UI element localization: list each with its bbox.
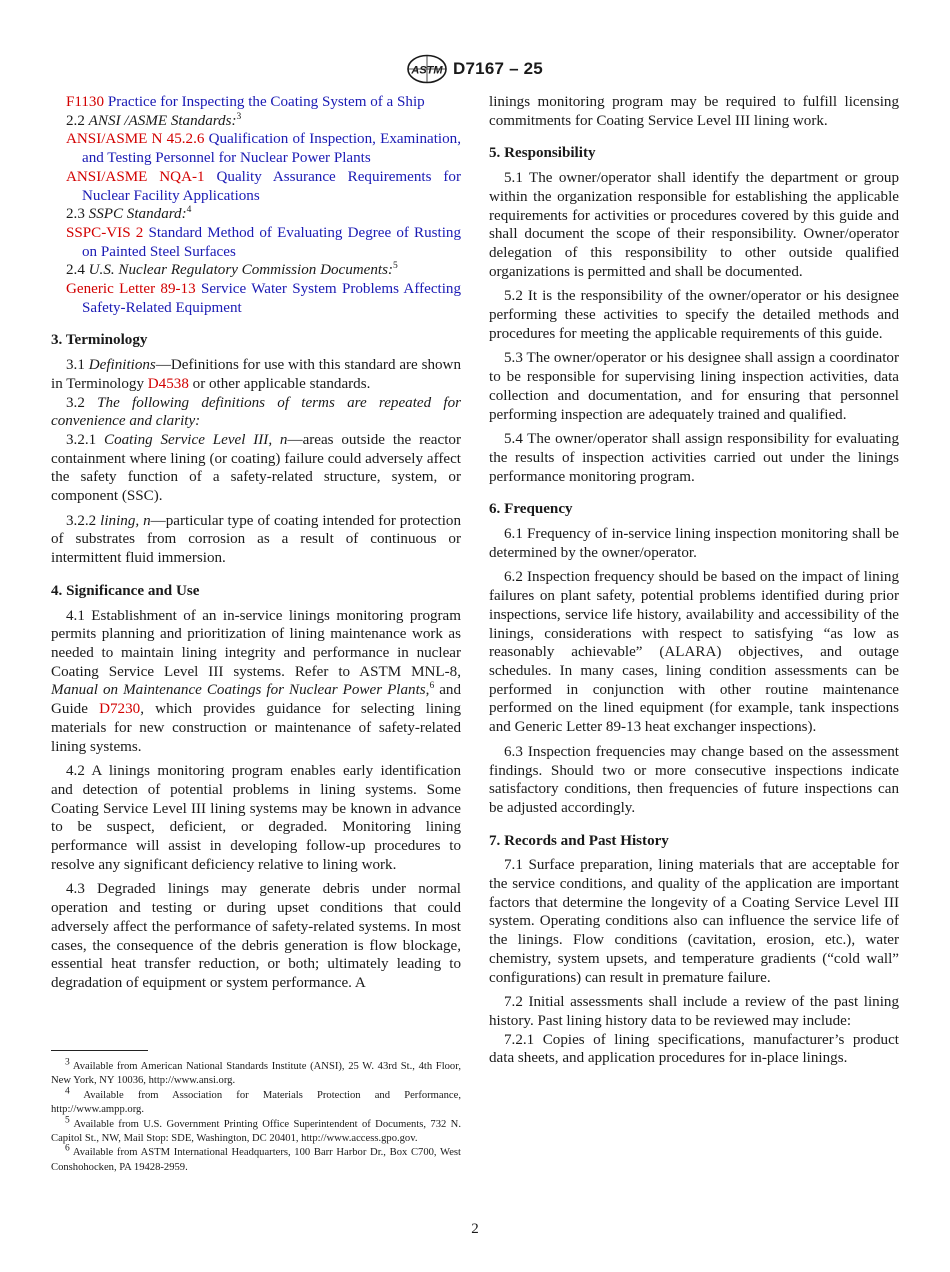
section-heading-records: 7. Records and Past History	[489, 832, 669, 849]
paragraph-4-3-continued: linings monitoring program may be required to fulfill licensing commitments for Coating Service Level III lining work.	[489, 94, 899, 129]
reference-code-link[interactable]: SSPC-VIS 2	[66, 224, 144, 241]
paragraph-3-2: 3.2 The following definitions of terms are repeated for convenience and clarity:	[51, 394, 462, 430]
footnote-number: 5	[65, 1115, 70, 1126]
footnote-text: Available from ASTM International Headquarters, 100 Barr Harbor Dr., Box C700, West Conshohocken, PA 19428-2959.	[51, 1147, 461, 1173]
reference-item	[51, 168, 461, 205]
svg-text:ASTM: ASTM	[411, 64, 443, 77]
reference-title-link[interactable]: Quality Assurance Requirements for Nuclear Facility Applications	[82, 168, 462, 204]
reference-code-link[interactable]: Generic Letter 89-13	[66, 281, 196, 298]
footnotes	[51, 1057, 461, 1175]
reference-subheading	[51, 112, 461, 131]
footnote-divider	[51, 1050, 148, 1051]
subheading-title: U.S. Nuclear Regulatory Commission Documents:	[88, 262, 394, 279]
footnote-item	[51, 1115, 461, 1147]
footnote-item	[51, 1143, 461, 1175]
footnote-text: Available from American National Standards Institute (ANSI), 25 W. 43rd St., 4th Floor, New York, NY 10036, http://www.ansi.org.	[51, 1061, 461, 1087]
footnote-number: 3	[65, 1057, 70, 1068]
paragraph-4-1: 4.1 Establishment of an in-service linings monitoring program permits planning and prioritization of lining maintenance work as needed to maintain lining integrity and performance in nuclear Coating Service Level III systems. Refer to ASTM MNL-8, Manual on Maintenance Coatings for Nuclear Power Plants,$^6$ and Guide D7230, which provides guidance for selecting lining materials for new construction or maintenance of safety-related lining systems.	[51, 607, 461, 755]
reference-title-link[interactable]: Practice for Inspecting the Coating System of a Ship	[107, 94, 425, 110]
paragraph-5-2: 5.2 It is the responsibility of the owner/operator or his designee performing these activities to specify the detailed methods and procedures for meeting the applicable requirements of this guide.	[489, 288, 899, 342]
paragraph-5-3: 5.3 The owner/operator or his designee shall assign a coordinator to be responsible for supervising lining inspection activities, data collection and documentation, and for ensuring that personnel performing inspection are adequately trained and qualified.	[489, 350, 899, 423]
reference-code-link[interactable]: F1130	[66, 94, 105, 110]
paragraph-6-2: 6.2 Inspection frequency should be based on the impact of lining failures on plant safety, potential problems identified during prior inspections, service life history, availability and accessibility of the linings, considerations with respect to satisfying “as low as reasonably achievable” (ALARA) objectives, and outage schedules. In many cases, lining condition assessments can be performed in conjunction with other routine maintenance performed on the lined equipment (for example, tank inspections and Generic Letter 89-13 heat exchanger inspections).	[489, 569, 899, 736]
link-d7230[interactable]: D7230	[99, 701, 141, 718]
reference-list	[51, 93, 461, 317]
page-number: 2	[471, 1221, 479, 1237]
paragraph-5-1: 5.1 The owner/operator shall identify the department or group within the organization responsible for establishing the applicable requirements for activities or procedures covered by this guide and shall document the scope of their responsibility. Owner/operator delegation of this responsibility to other outside qualified organizations is permitted and shall be documented.	[489, 170, 899, 280]
astm-logo-icon	[407, 54, 447, 84]
footnote-item	[51, 1086, 461, 1118]
reference-item	[51, 93, 461, 112]
section-heading-significance: 4. Significance and Use	[51, 582, 200, 599]
paragraph-3-1: 3.1 Definitions—Definitions for use with this standard are shown in Terminology D4538 or other applicable standards.	[51, 357, 461, 392]
footnote-marker[interactable]: 4	[186, 205, 192, 216]
section-heading-terminology: 3. Terminology	[51, 332, 148, 349]
paragraph-4-3: 4.3 Degraded linings may generate debris under normal operation and testing or during upset conditions that could adversely affect the performance of safety-related systems. In most cases, the consequence of the debris generation is flow blockage, essential heat transfer reduction, or both; ultimately leading to degradation of equipment or system performance. A	[51, 881, 461, 991]
paragraph-7-2-1: 7.2.1 Copies of lining specifications, manufacturer’s product data sheets, and application procedures for in-place linings.	[489, 1031, 899, 1067]
footnote-marker[interactable]: 5	[393, 261, 398, 272]
paragraph-5-4: 5.4 The owner/operator shall assign responsibility for evaluating the results of inspection activities carried out under the linings performance monitoring program.	[489, 431, 899, 485]
reference-title-link[interactable]: Standard Method of Evaluating Degree of Rusting on Painted Steel Surfaces	[82, 224, 462, 260]
subheading-number: 2.2	[66, 112, 85, 129]
paragraph-6-3: 6.3 Inspection frequencies may change based on the assessment findings. Should two or more consecutive inspections indicate satisfactory conditions, then frequencies of future inspections can be adjusted accordingly.	[489, 743, 899, 816]
paragraph-7-2: 7.2 Initial assessments shall include a review of the past lining history. Past lining history data to be reviewed may include:	[489, 994, 899, 1029]
footnote-number: 6	[65, 1143, 70, 1154]
subheading-number: 2.3	[66, 206, 85, 223]
reference-code-link[interactable]: ANSI/ASME NQA-1	[66, 168, 205, 185]
page-header	[0, 54, 950, 89]
footnote-item	[51, 1057, 461, 1089]
subheading-number: 2.4	[66, 262, 85, 279]
section-heading-frequency: 6. Frequency	[489, 501, 573, 518]
subheading-title: ANSI /ASME Standards:	[88, 112, 237, 129]
reference-item	[51, 224, 461, 261]
paragraph-3-2-1: 3.2.1 Coating Service Level III, n—areas outside the reactor containment where lining (or coating) failure could adversely affect the safety function of a safety-related structure, system, or component (SSC).	[51, 431, 461, 505]
paragraph-4-2: 4.2 A linings monitoring program enables early identification and detection of potential problems in lining systems. Some Coating Service Level III lining systems may be known in advance to be suspect, deficient, or degraded. Monitoring lining performance will assist in developing follow-up procedures to resolve any significant deficiency relative to lining work.	[51, 763, 461, 873]
link-d4538[interactable]: D4538	[147, 375, 189, 392]
reference-title-link[interactable]: Service Water System Problems Affecting Safety-Related Equipment	[82, 281, 461, 316]
reference-subheading	[51, 261, 461, 280]
footnote-text: Available from U.S. Government Printing Office Superintendent of Documents, 732 N. Capitol St., NW, Mail Stop: SDE, Washington, DC 20401, http://www.access.gpo.gov.	[51, 1118, 461, 1145]
paragraph-3-2-2: 3.2.2 lining, n—particular type of coating intended for protection of substrates from corrosion as a result of continuous or intermittent fluid immersion.	[51, 512, 461, 567]
footnote-marker[interactable]: 3	[236, 111, 242, 122]
footnote-text: Available from Association for Materials Protection and Performance, http://www.ampp.org.	[51, 1089, 461, 1116]
left-column	[51, 93, 461, 993]
footnote-number: 4	[65, 1086, 70, 1097]
subheading-title: SSPC Standard:	[88, 206, 187, 223]
reference-title-link[interactable]: Qualification of Inspection, Examination, and Testing Personnel for Nuclear Power Plants	[82, 131, 461, 167]
document-designation: D7167 – 25	[453, 59, 543, 78]
reference-code-link[interactable]: ANSI/ASME N 45.2.6	[66, 131, 205, 148]
reference-item	[51, 280, 461, 317]
reference-subheading	[51, 205, 461, 224]
section-heading-responsibility: 5. Responsibility	[489, 145, 596, 162]
paragraph-6-1: 6.1 Frequency of in-service lining inspection monitoring shall be determined by the owner/operator.	[489, 526, 899, 561]
reference-item	[51, 130, 461, 167]
right-column	[489, 93, 899, 1068]
paragraph-7-1: 7.1 Surface preparation, lining materials that are acceptable for the service conditions, and quality of the application are important factors that determine the longevity of a Coating Service Level III system. Operating conditions also can influence the service life of the linings. Flow conditions (cavitation, erosion, etc.), water chemistry, system upsets, and temperature gradients (“cold wall” configurations) can result in premature failure.	[489, 857, 899, 986]
